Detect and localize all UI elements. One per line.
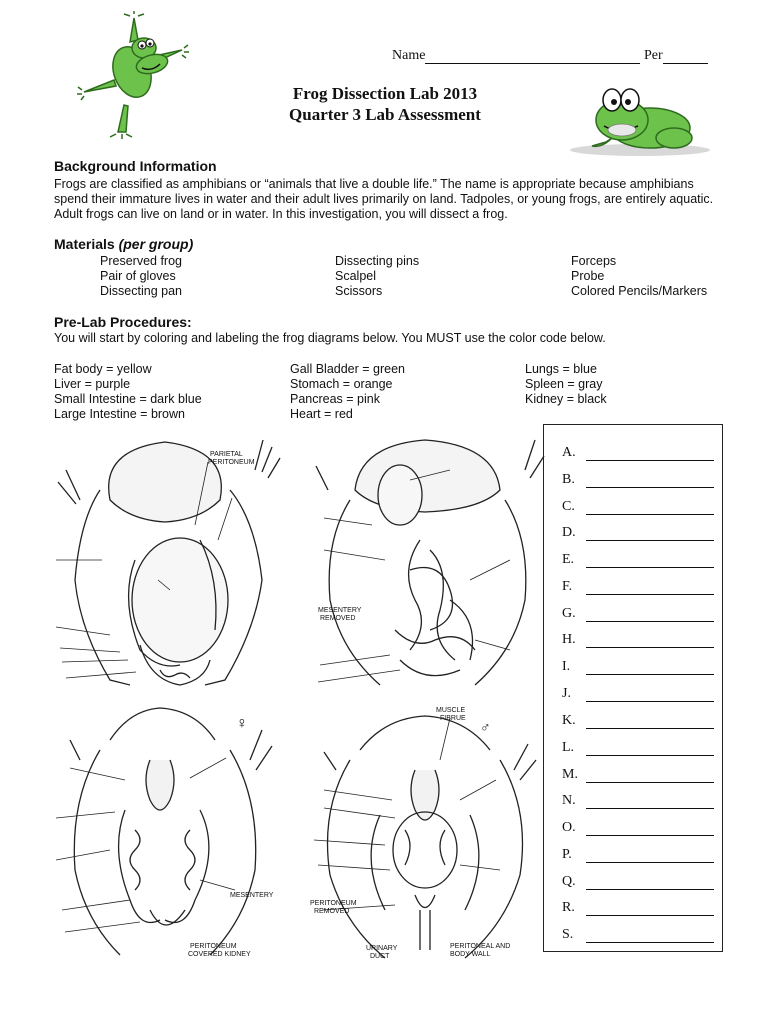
answer-row xyxy=(562,659,714,675)
answer-label: C. xyxy=(562,499,575,514)
frog-diagram-3 xyxy=(40,700,290,970)
per-label: Per xyxy=(643,48,663,63)
answer-row xyxy=(562,686,714,702)
list-item: Heart = red xyxy=(290,407,353,421)
answer-blank[interactable] xyxy=(586,689,714,702)
answer-row xyxy=(562,445,714,461)
list-item: Scissors xyxy=(335,284,383,298)
list-item: Probe xyxy=(571,269,605,283)
frog-diagram-1 xyxy=(40,430,290,700)
answer-label: A. xyxy=(562,445,576,460)
frog-diagram-4 xyxy=(300,700,550,970)
diagram-label: REMOVED xyxy=(314,908,350,915)
list-item: Pair of gloves xyxy=(100,269,176,283)
answer-row xyxy=(562,472,714,488)
diagram-label: PERITONEUM xyxy=(190,943,237,950)
answer-label: J. xyxy=(562,686,571,701)
name-blank[interactable] xyxy=(425,49,640,64)
diagram-label: COVERED KIDNEY xyxy=(188,951,251,958)
materials-column-1 xyxy=(100,254,182,299)
color-code-column-3 xyxy=(525,362,607,407)
male-symbol: ♂ xyxy=(480,719,491,735)
answer-label: B. xyxy=(562,472,575,487)
answer-blank[interactable] xyxy=(586,903,714,916)
answer-row xyxy=(562,499,714,515)
diagram-label: PERITONEUM xyxy=(208,459,255,466)
answer-label: P. xyxy=(562,847,572,862)
diagram-label: MESENTERY xyxy=(230,892,274,899)
answer-row xyxy=(562,847,714,863)
answer-row xyxy=(562,606,714,622)
answer-blank[interactable] xyxy=(586,635,714,648)
diagram-label: MUSCLE xyxy=(436,707,466,714)
answer-label: G. xyxy=(562,606,576,621)
female-symbol: ♀ xyxy=(236,715,248,732)
list-item: Pancreas = pink xyxy=(290,392,380,406)
answer-label: K. xyxy=(562,713,576,728)
diagram-label: REMOVED xyxy=(320,615,356,622)
list-item: Liver = purple xyxy=(54,377,131,391)
answer-blank[interactable] xyxy=(586,796,714,809)
answer-blank[interactable] xyxy=(586,662,714,675)
answer-blank[interactable] xyxy=(586,582,714,595)
answer-blank[interactable] xyxy=(586,716,714,729)
frog-diagram-2 xyxy=(300,430,550,700)
answer-label: H. xyxy=(562,632,576,647)
answer-row xyxy=(562,740,714,756)
background-heading: Background Information xyxy=(54,158,217,174)
list-item: Lungs = blue xyxy=(525,362,597,376)
background-text: Frogs are classified as amphibians or “animals that live a double life.” The name is appropriate because amphibians spend their immature lives in water and their adult lives primarily on land. Tadpoles, or young frogs, are entirely aquatic. Adult frogs can live on land or in water. In this investigation, you will dissect a frog. xyxy=(54,177,714,221)
answer-box xyxy=(543,424,723,952)
answer-row xyxy=(562,874,714,890)
answer-row xyxy=(562,820,714,836)
answer-label: O. xyxy=(562,820,576,835)
list-item: Gall Bladder = green xyxy=(290,362,406,376)
answer-label: N. xyxy=(562,793,576,808)
color-code-column-2 xyxy=(290,362,405,422)
diagram-label: PARIETAL xyxy=(210,451,243,458)
diagram-label: PERITONEUM xyxy=(310,900,357,907)
diagram-label: MESENTERY xyxy=(318,607,362,614)
answer-row xyxy=(562,579,714,595)
list-item: Small Intestine = dark blue xyxy=(54,392,202,406)
answer-blank[interactable] xyxy=(586,475,714,488)
materials-heading-text: Materials xyxy=(54,236,115,252)
list-item: Dissecting pan xyxy=(100,284,182,298)
answer-label: D. xyxy=(562,525,576,540)
diagram-label: BODY WALL xyxy=(450,951,491,958)
page-subtitle: Quarter 3 Lab Assessment xyxy=(289,105,481,124)
answer-blank[interactable] xyxy=(586,448,714,461)
answer-blank[interactable] xyxy=(586,770,714,783)
answer-blank[interactable] xyxy=(586,555,714,568)
list-item: Spleen = gray xyxy=(525,377,603,391)
answer-blank[interactable] xyxy=(586,743,714,756)
name-per-line xyxy=(392,48,708,64)
answer-label: F. xyxy=(562,579,573,594)
materials-heading-note: (per group) xyxy=(118,236,194,252)
answer-row xyxy=(562,632,714,648)
list-item: Preserved frog xyxy=(100,254,182,268)
answer-label: R. xyxy=(562,900,575,915)
per-blank[interactable] xyxy=(663,49,708,64)
materials-heading xyxy=(54,236,193,252)
answer-row xyxy=(562,767,714,783)
prelab-text: You will start by coloring and labeling the frog diagrams below. You MUST use the color code below. xyxy=(54,331,606,345)
answer-blank[interactable] xyxy=(586,930,714,943)
answer-label: I. xyxy=(562,659,571,674)
answer-label: Q. xyxy=(562,874,576,889)
color-code-column-1 xyxy=(54,362,202,422)
answer-label: S. xyxy=(562,927,574,942)
diagram-label: URINARY xyxy=(366,945,398,952)
diagram-label: FIBRUE xyxy=(440,715,466,722)
diagram-label: PERITONEAL AND xyxy=(450,943,511,950)
answer-blank[interactable] xyxy=(586,850,714,863)
answer-blank[interactable] xyxy=(586,823,714,836)
answer-row xyxy=(562,552,714,568)
answer-blank[interactable] xyxy=(586,528,714,541)
prelab-heading: Pre-Lab Procedures: xyxy=(54,314,192,330)
answer-label: L. xyxy=(562,740,575,755)
answer-blank[interactable] xyxy=(586,502,714,515)
answer-row xyxy=(562,713,714,729)
answer-blank[interactable] xyxy=(586,877,714,890)
materials-column-3 xyxy=(571,254,707,299)
page-title: Frog Dissection Lab 2013 xyxy=(292,84,478,103)
list-item: Forceps xyxy=(571,254,617,268)
list-item: Fat body = yellow xyxy=(54,362,152,376)
diagram-label: DUCT xyxy=(370,953,390,960)
answer-row xyxy=(562,525,714,541)
list-item: Colored Pencils/Markers xyxy=(571,284,708,298)
list-item: Dissecting pins xyxy=(335,254,420,268)
answer-label: M. xyxy=(562,767,578,782)
answer-label: E. xyxy=(562,552,575,567)
answer-row xyxy=(562,927,714,943)
materials-column-2 xyxy=(335,254,419,299)
list-item: Stomach = orange xyxy=(290,377,393,391)
answer-blank[interactable] xyxy=(586,609,714,622)
answer-row xyxy=(562,793,714,809)
name-label: Name xyxy=(392,48,426,63)
answer-row xyxy=(562,900,714,916)
list-item: Large Intestine = brown xyxy=(54,407,185,421)
list-item: Kidney = black xyxy=(525,392,607,406)
list-item: Scalpel xyxy=(335,269,376,283)
